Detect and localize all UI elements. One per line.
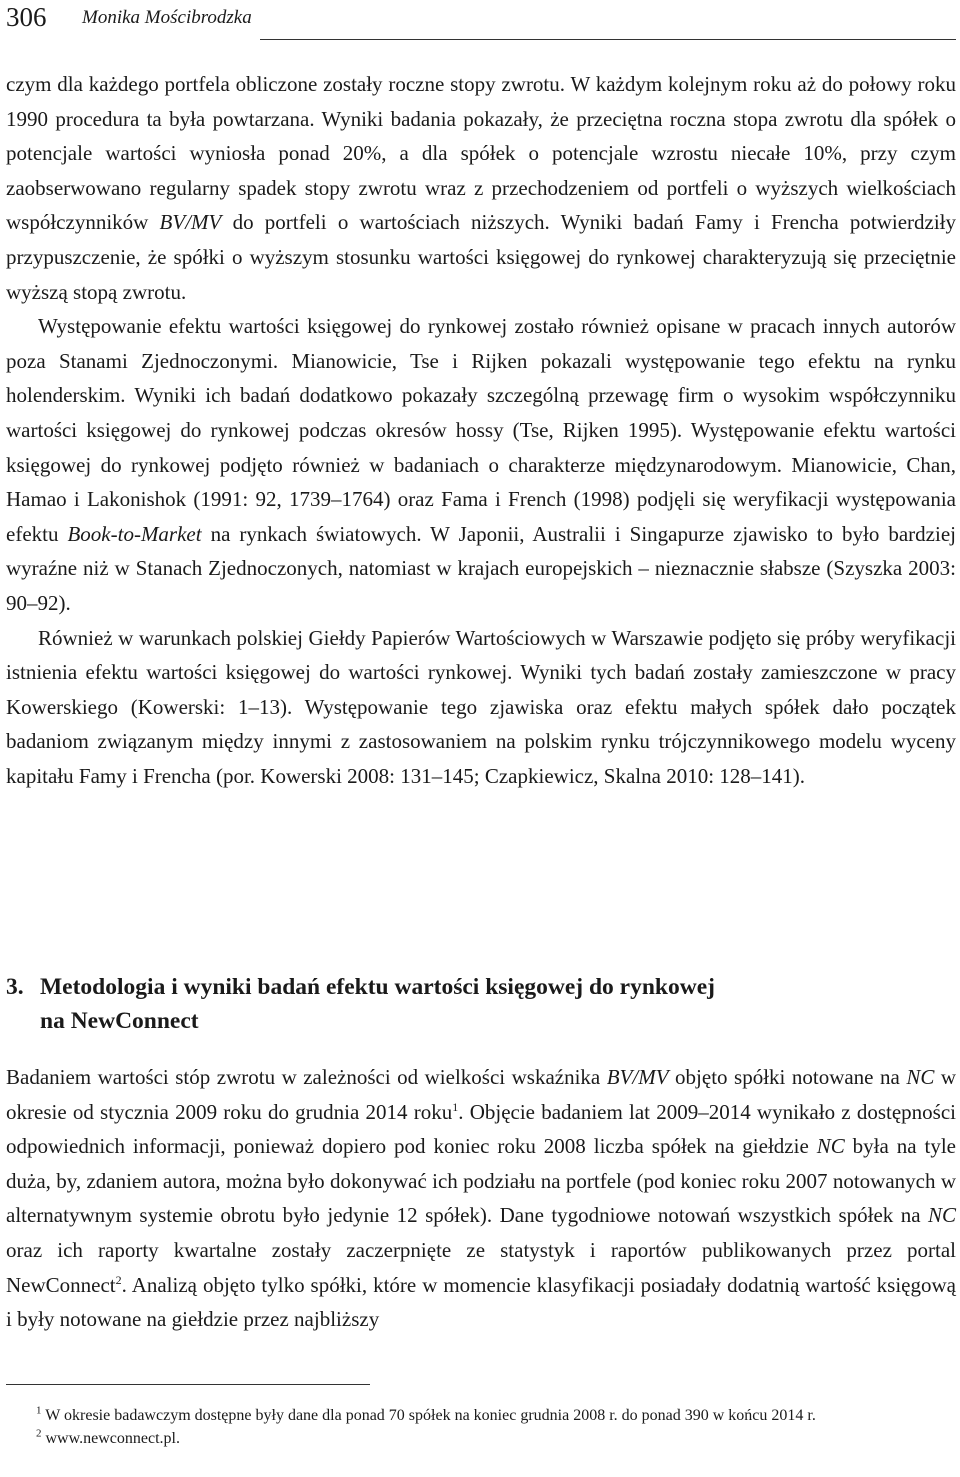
section-paragraph: Badaniem wartości stóp zwrotu w zależności od wielkości wskaźnika BV/MV objęto spółki notowane na NC w okresie od stycznia 2009 roku do grudnia 2014 roku$^1$. Objęcie badaniem lat 2009–2014 wynikało z dostępności odpowiednich informacji, ponieważ dopiero pod koniec roku 2008 liczba spółek na giełdzie NC była na tyle duża, by, zdaniem autora, można było dokonywać ich podziału na portfele (pod koniec roku 2007 notowanych w alternatywnym systemie obrotu było jedynie 12 spółek). Dane tygodniowe notowań wszystkich spółek na NC oraz ich raporty kwartalne zostały zaczerpnięte ze statystyk i raportów publikowanych przez portal NewConnect$^2$. Analizą objęto tylko spółki, które w momencie klasyfikacji posiadały dodatnią wartość księgową i były notowane na giełdzie przez najbliższy xyxy=(6,1065,956,1332)
section-heading xyxy=(6,970,956,1038)
header-rule xyxy=(260,39,956,40)
footnote-2: $^2$ www.newconnect.pl. xyxy=(36,1427,180,1447)
paragraph-1: czym dla każdego portfela obliczone zostały roczne stopy zwrotu. W każdym kolejnym roku aż do połowy roku 1990 procedura ta była powtarzana. Wyniki badania pokazały, że przeciętna roczna stopa zwrotu dla spółek o potencjale wartości wyniosła ponad 20%, a dla spółek o potencjale wzrostu niecałe 10%, przy czym zaobserwowano regularny spadek stopy zwrotu wraz z przechodzeniem od portfeli o wyższych wielkościach współczynników BV/MV do portfeli o wartościach niższych. Wyniki badań Famy i Frencha potwierdziły przypuszczenie, że spółki o wyższym stosunku wartości księgowej do rynkowej charakteryzują się przeciętnie wyższą stopą zwrotu. xyxy=(6,72,956,304)
running-header xyxy=(6,0,956,40)
paragraph-2: Występowanie efektu wartości księgowej do rynkowej zostało również opisane w pracach innych autorów poza Stanami Zjednoczonymi. Mianowicie, Tse i Rijken pokazali występowanie tego efektu na rynku holenderskim. Wyniki ich badań dodatkowo pokazały szczególną przewagę firm o wysokim współczynniku wartości księgowej do rynkowej podczas okresów hossy (Tse, Rijken 1995). Występowanie efektu wartości księgowej do rynkowej podjęto również w badaniach o charakterze międzynarodowym. Mianowicie, Chan, Hamao i Lakonishok (1991: 92, 1739–1764) oraz Fama i French (1998) podjęli się weryfikacji występowania efektu Book-to-Market na rynkach światowych. W Japonii, Australii i Singapurze zjawisko to było bardziej wyraźne niż w Stanach Zjednoczonych, natomiast w krajach europejskich – nieznacznie słabsze (Szyszka 2003: 90–92). xyxy=(6,314,956,615)
footnote-rule xyxy=(6,1384,370,1385)
footnote-ref-2[interactable]: 2 xyxy=(115,1272,122,1287)
footnote-ref-1[interactable]: 1 xyxy=(452,1099,459,1114)
footnote-1: $^1$ W okresie badawczym dostępne były dane dla ponad 70 spółek na koniec grudnia 2008 r. do ponad 390 w końcu 2014 r. xyxy=(36,1404,816,1424)
section-number: 3. xyxy=(6,974,24,1000)
page-number: 306 xyxy=(6,2,47,32)
footnote-link[interactable]: www.newconnect.pl. xyxy=(41,1430,180,1447)
body-text xyxy=(6,67,956,793)
section-title: 3. Metodologia i wyniki badań efektu wartości księgowej do rynkowej na NewConnect xyxy=(6,970,956,1038)
footnotes xyxy=(6,1404,956,1450)
running-author: Monika Mościbrodzka xyxy=(82,7,252,28)
section-body xyxy=(6,1060,956,1337)
paragraph-3: Również w warunkach polskiej Giełdy Papierów Wartościowych w Warszawie podjęto się próby weryfikacji istnienia efektu wartości księgowej do wartości rynkowej. Wyniki tych badań zostały zamieszczone w pracy Kowerskiego (Kowerski: 1–13). Występowanie tego zjawiska oraz efektu małych spółek dało początek badaniom związanym między innymi z zastosowaniem na polskim rynku trójczynnikowego modelu wyceny kapitału Famy i Frencha (por. Kowerski 2008: 131–145; Czapkiewicz, Skalna 2010: 128–141). xyxy=(6,625,956,788)
